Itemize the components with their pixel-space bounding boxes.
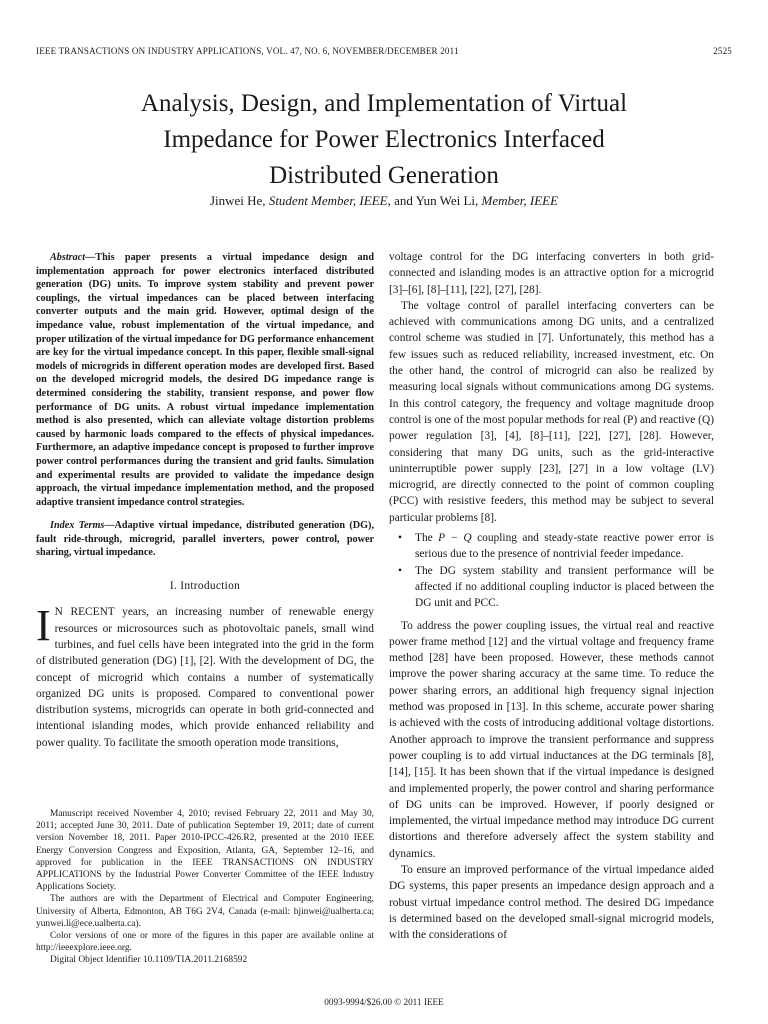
bullet-item (398, 563, 714, 612)
paper-title (60, 86, 708, 194)
body-paragraph: To address the power coupling issues, the virtual real and reactive power frame method [12] and the virtual voltage and frequency frame method [28] have been proposed. However, these methods cannot improve the power sharing accuracy at the same time. To reduce the power sharing errors, an additional high frequency signal injection method was proposed in [13]. In this scheme, accurate power sharing is achieved with the costs of introducing additional voltage distortions. Another approach to improve the transient performance and suppress power coupling is to add virtual inductances at the DG terminals [8], [14], [15]. It has been shown that if the virtual impedance is designed and implemented properly, the power control and sharing performance of DG units can be improved. However, if poorly designed or implemented, the virtual impedance method may introduce DG current distortions and therefore adversely affect the system stability and dynamics. (389, 619, 714, 860)
bullet-text: The DG system stability and transient performance will be affected if no additional coupling inductor is placed between the DG unit and PCC. (415, 564, 714, 610)
author-membership: Student Member, IEEE (268, 193, 388, 208)
footnote-manuscript: Manuscript received November 4, 2010; revised February 22, 2011 and May 30, 2011; accepted June 30, 2011. Date of publication September 19, 2011; date of current version November 18, 2011. Paper 2010-IPCC-426.R2, presented at the 2010 IEEE Energy Conversion Congress and Exposition, Atlanta, GA, September 12–16, and approved for publication in the IEEE TRANSACTIONS ON INDUSTRY APPLICATIONS by the Industrial Power Converter Committee of the IEEE Industry Applications Society. (36, 809, 374, 893)
author-name: , and Yun Wei Li, (387, 193, 482, 208)
math-expression: P − Q (438, 532, 472, 545)
index-terms-label: Index Terms (50, 520, 105, 532)
copyright-footer: 0093-9994/$26.00 © 2011 IEEE (324, 997, 444, 1007)
journal-info: IEEE TRANSACTIONS ON INDUSTRY APPLICATIONS, VOL. 47, NO. 6, NOVEMBER/DECEMBER 2011 (36, 46, 459, 56)
left-column (36, 251, 374, 751)
footnote-doi: Digital Object Identifier 10.1109/TIA.2011.2168592 (50, 955, 248, 966)
bullet-text: The (415, 532, 439, 545)
page-number: 2525 (713, 46, 732, 56)
title-line: Analysis, Design, and Implementation of Virtual (140, 90, 628, 117)
footnote-color-versions: Color versions of one or more of the figures in this paper are available online at http://ieeexplore.ieee.org. (36, 931, 374, 954)
introduction-paragraph (36, 601, 374, 751)
body-paragraph: To ensure an improved performance of the virtual impedance aided DG systems, this paper presents an impedance design approach and a robust virtual impedance control method. The desired DG impedance is determined based on the developed small-signal microgrid models, with the considerations of (389, 863, 714, 942)
title-line: Impedance for Power Electronics Interfaced (163, 126, 605, 153)
bullet-text: coupling and steady-state reactive power error is serious due to the presence of nontrivial feeder impedance. (415, 532, 714, 561)
footnote-affiliation: The authors are with the Department of Electrical and Computer Engineering, University of Alberta, Edmonton, AB T6G 2V4, Canada (e-mail: hjinwei@ualberta.ca; yunwei.li@ece.ualberta.ca). (36, 894, 374, 929)
bullet-item (398, 530, 714, 563)
bullet-symbol: • (398, 532, 402, 545)
abstract-label: Abstract (50, 252, 86, 263)
index-terms-text: —Adaptive virtual impedance, distributed generation (DG), fault ride-through, microgrid, parallel inverters, power control, power sharing, virtual impedance. (36, 520, 374, 559)
footnotes (36, 808, 374, 967)
drop-cap: I (36, 601, 51, 651)
author-line (60, 193, 708, 209)
bullet-list (389, 530, 714, 611)
abstract-text: —This paper presents a virtual impedance design and implementation approach for power electronics interfaced distributed generation (DG) units. To improve system stability and prevent power couplings, the virtual impedances can be placed between interfacing converter outputs and the main grid. However, optimal design of the impedance value, robust implementation of the virtual impedance, and proper utilization of the virtual impedance for DG performance enhancement are key for the virtual impedance concept. In this paper, flexible small-signal models of microgrids in different operation modes are developed first. Based on the developed microgrid models, the desired DG impedance range is determined considering the stability, transient response, and power flow performance of DG units. A robust virtual impedance implementation method is also presented, which can alleviate voltage distortion problems caused by harmonic loads compared to the effects of physical impedances. Furthermore, an adaptive impedance concept is proposed to further improve power control performances during the transient and grid faults. Simulation and experimental results are provided to validate the impedance design approach, the virtual impedance implementation method, and the proposed adaptive transient impedance control strategies. (36, 252, 374, 508)
author-name: Jinwei He, (209, 193, 269, 208)
body-paragraph: The voltage control of parallel interfacing converters can be achieved with communications among DG units, and a centralized control scheme was studied in [7]. Unfortunately, this method has a few issues such as reduced reliability, increased investment, etc. On the other hand, the control of microgrid can also be realized by measuring local signals without communications among DG systems. In this control category, the frequency and voltage magnitude droop control is one of the most popular methods for real (P) and reactive (Q) power regulation [3], [4], [8]–[11], [22], [27], [28]. However, considering that many DG units, such as the grid-interactive uninterruptible power supply [23], [27] in a low voltage (LV) microgrid, are directly connected to the point of common coupling (PCC) with resistive feeders, this method may be subject to several particular problems [8]. (389, 299, 714, 524)
abstract (36, 251, 374, 509)
section-heading: I. Introduction (169, 580, 241, 593)
author-membership: Member, IEEE (481, 193, 559, 208)
title-line: Distributed Generation (269, 162, 499, 189)
bullet-symbol: • (398, 564, 402, 577)
running-header (36, 46, 732, 60)
index-terms (36, 519, 374, 560)
right-column (389, 249, 714, 943)
introduction-text: N RECENT years, an increasing number of renewable energy resources or microsources such as photovoltaic panels, small wind turbines, and fuel cells have been integrated into the grid in the form of distributed generation (DG) [1], [2]. With the development of DG, the concept of microgrid which contains a number of systematically organized DG units is proposed. Compared to conventional power distribution systems, microgrids can operate in both grid-connected and intentional islanding modes, which provide enhanced reliability and power quality. To facilitate the smooth operation mode transitions, (36, 606, 374, 749)
body-paragraph: voltage control for the DG interfacing converters in both grid-connected and islanding modes is an attractive option for a microgrid [3]–[6], [8]–[11], [22], [27], [28]. (389, 251, 714, 296)
